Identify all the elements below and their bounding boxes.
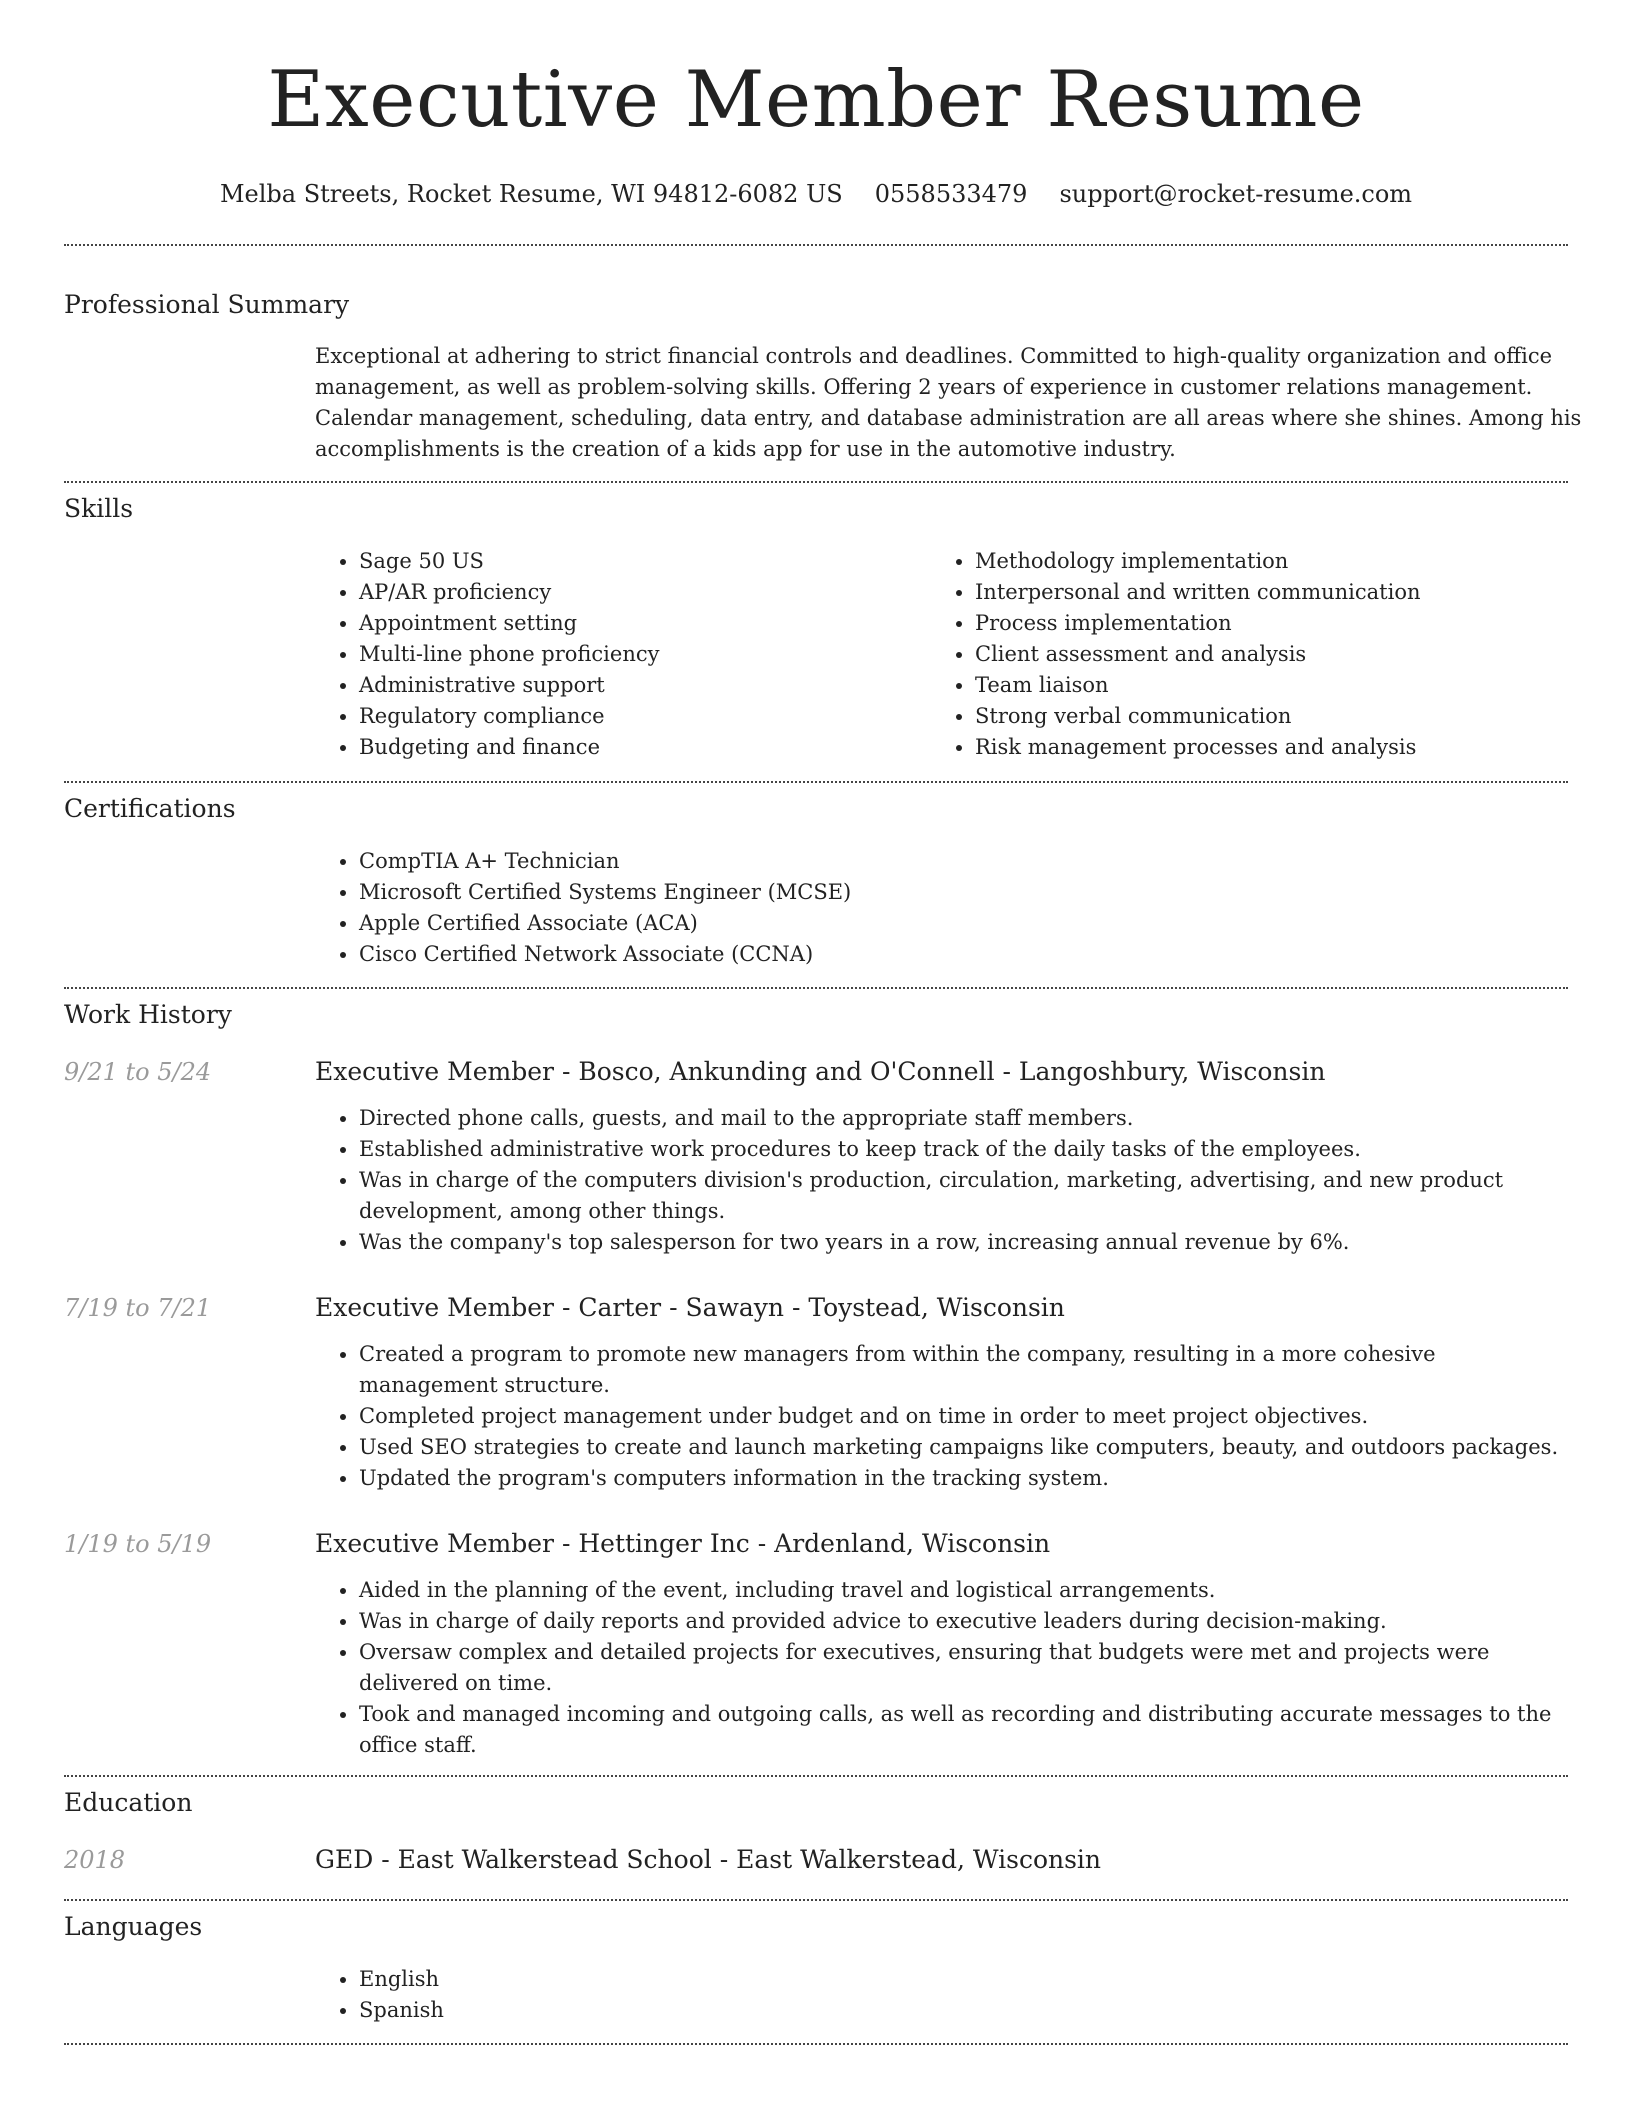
contact-line bbox=[64, 178, 1568, 210]
list-item: • Directed phone calls, guests, and mail to the appropriate staff members. bbox=[359, 1103, 1568, 1134]
job-bullets bbox=[315, 1103, 1568, 1258]
list-item: • English bbox=[359, 1964, 1568, 1995]
section-heading-work-history: Work History bbox=[64, 1000, 232, 1029]
job-bullets bbox=[315, 1339, 1568, 1494]
list-item: • Apple Certified Associate (ACA) bbox=[359, 908, 1568, 939]
list-item: • Methodology implementation bbox=[975, 546, 1547, 577]
skills-section bbox=[64, 483, 1568, 763]
list-item: • Sage 50 US bbox=[359, 546, 931, 577]
education-entry bbox=[64, 1843, 1568, 1877]
list-item: • Oversaw complex and detailed projects for executives, ensuring that budgets were met and projects were delivered on time. bbox=[359, 1637, 1568, 1699]
work-history-section bbox=[64, 989, 1568, 1761]
summary-section bbox=[64, 246, 1582, 465]
job-entry bbox=[64, 1291, 1568, 1494]
section-heading-languages: Languages bbox=[64, 1912, 203, 1941]
job-dates: 7/19 to 7/21 bbox=[64, 1294, 212, 1322]
job-title: Executive Member - Carter - Sawayn - Toystead, Wisconsin bbox=[315, 1293, 1065, 1322]
list-item: • Took and managed incoming and outgoing calls, as well as recording and distributing accurate messages to the office staff. bbox=[359, 1699, 1568, 1761]
section-heading-education: Education bbox=[64, 1788, 193, 1817]
job-title: Executive Member - Bosco, Ankunding and O'Connell - Langoshbury, Wisconsin bbox=[315, 1057, 1326, 1086]
list-item: • CompTIA A+ Technician bbox=[359, 846, 1568, 877]
section-heading-certifications: Certifications bbox=[64, 794, 236, 823]
resume-title: Executive Member Resume bbox=[267, 55, 1365, 145]
certifications-section bbox=[64, 783, 1568, 970]
contact-address: Melba Streets, Rocket Resume, WI 94812-6082 US bbox=[219, 180, 843, 208]
list-item: • Created a program to promote new managers from within the company, resulting in a more cohesive management structure. bbox=[359, 1339, 1568, 1401]
list-item: • Used SEO strategies to create and launch marketing campaigns like computers, beauty, and outdoors packages. bbox=[359, 1432, 1568, 1463]
list-item: • Process implementation bbox=[975, 608, 1547, 639]
list-item: • Spanish bbox=[359, 1995, 1568, 2026]
list-item: • Was in charge of daily reports and provided advice to executive leaders during decision-making. bbox=[359, 1606, 1568, 1637]
list-item: • Team liaison bbox=[975, 670, 1547, 701]
list-item: • Risk management processes and analysis bbox=[975, 732, 1547, 763]
list-item: • Interpersonal and written communication bbox=[975, 577, 1547, 608]
education-year: 2018 bbox=[64, 1846, 126, 1874]
list-item: • Client assessment and analysis bbox=[975, 639, 1547, 670]
list-item: • Was the company's top salesperson for two years in a row, increasing annual revenue by 6%. bbox=[359, 1227, 1568, 1258]
contact-email: support@rocket-resume.com bbox=[1059, 180, 1413, 208]
job-dates: 9/21 to 5/24 bbox=[64, 1058, 212, 1086]
list-item: • Multi-line phone proficiency bbox=[359, 639, 931, 670]
certifications-list bbox=[315, 846, 1568, 970]
list-item: • Cisco Certified Network Associate (CCNA) bbox=[359, 939, 1568, 970]
list-item: • AP/AR proficiency bbox=[359, 577, 931, 608]
list-item: • Budgeting and finance bbox=[359, 732, 931, 763]
section-heading-skills: Skills bbox=[64, 494, 134, 523]
education-title: GED - East Walkerstead School - East Walkerstead, Wisconsin bbox=[315, 1845, 1102, 1874]
job-entry bbox=[64, 1527, 1568, 1761]
list-item: • Established administrative work procedures to keep track of the daily tasks of the employees. bbox=[359, 1134, 1568, 1165]
job-dates: 1/19 to 5/19 bbox=[64, 1530, 212, 1558]
section-heading-summary: Professional Summary bbox=[64, 290, 350, 319]
list-item: • Completed project management under budget and on time in order to meet project objectives. bbox=[359, 1401, 1568, 1432]
list-item: • Aided in the planning of the event, including travel and logistical arrangements. bbox=[359, 1575, 1568, 1606]
list-item: • Updated the program's computers information in the tracking system. bbox=[359, 1463, 1568, 1494]
list-item: • Strong verbal communication bbox=[975, 701, 1547, 732]
list-item: • Was in charge of the computers division's production, circulation, marketing, advertising, and new product development, among other things. bbox=[359, 1165, 1568, 1227]
languages-section bbox=[64, 1901, 1568, 2026]
languages-list bbox=[315, 1964, 1568, 2026]
list-item: • Administrative support bbox=[359, 670, 931, 701]
divider bbox=[64, 2043, 1568, 2045]
resume-header bbox=[64, 0, 1568, 210]
list-item: • Appointment setting bbox=[359, 608, 931, 639]
job-entry bbox=[64, 1055, 1568, 1258]
summary-text: Exceptional at adhering to strict financial controls and deadlines. Committed to high-quality organization and office management, as well as problem-solving skills. Offering 2 years of experience in customer relations management. Calendar management, scheduling, data entry, and database administration are all areas where she shines. Among his accomplishments is the creation of a kids app for use in the automotive industry. bbox=[315, 344, 1582, 461]
skills-list-left bbox=[315, 546, 931, 763]
list-item: • Microsoft Certified Systems Engineer (MCSE) bbox=[359, 877, 1568, 908]
job-bullets bbox=[315, 1575, 1568, 1761]
contact-phone: 0558533479 bbox=[874, 180, 1028, 208]
job-title: Executive Member - Hettinger Inc - Ardenland, Wisconsin bbox=[315, 1529, 1051, 1558]
list-item: • Regulatory compliance bbox=[359, 701, 931, 732]
skills-list-right bbox=[931, 546, 1547, 763]
education-section bbox=[64, 1777, 1568, 1877]
